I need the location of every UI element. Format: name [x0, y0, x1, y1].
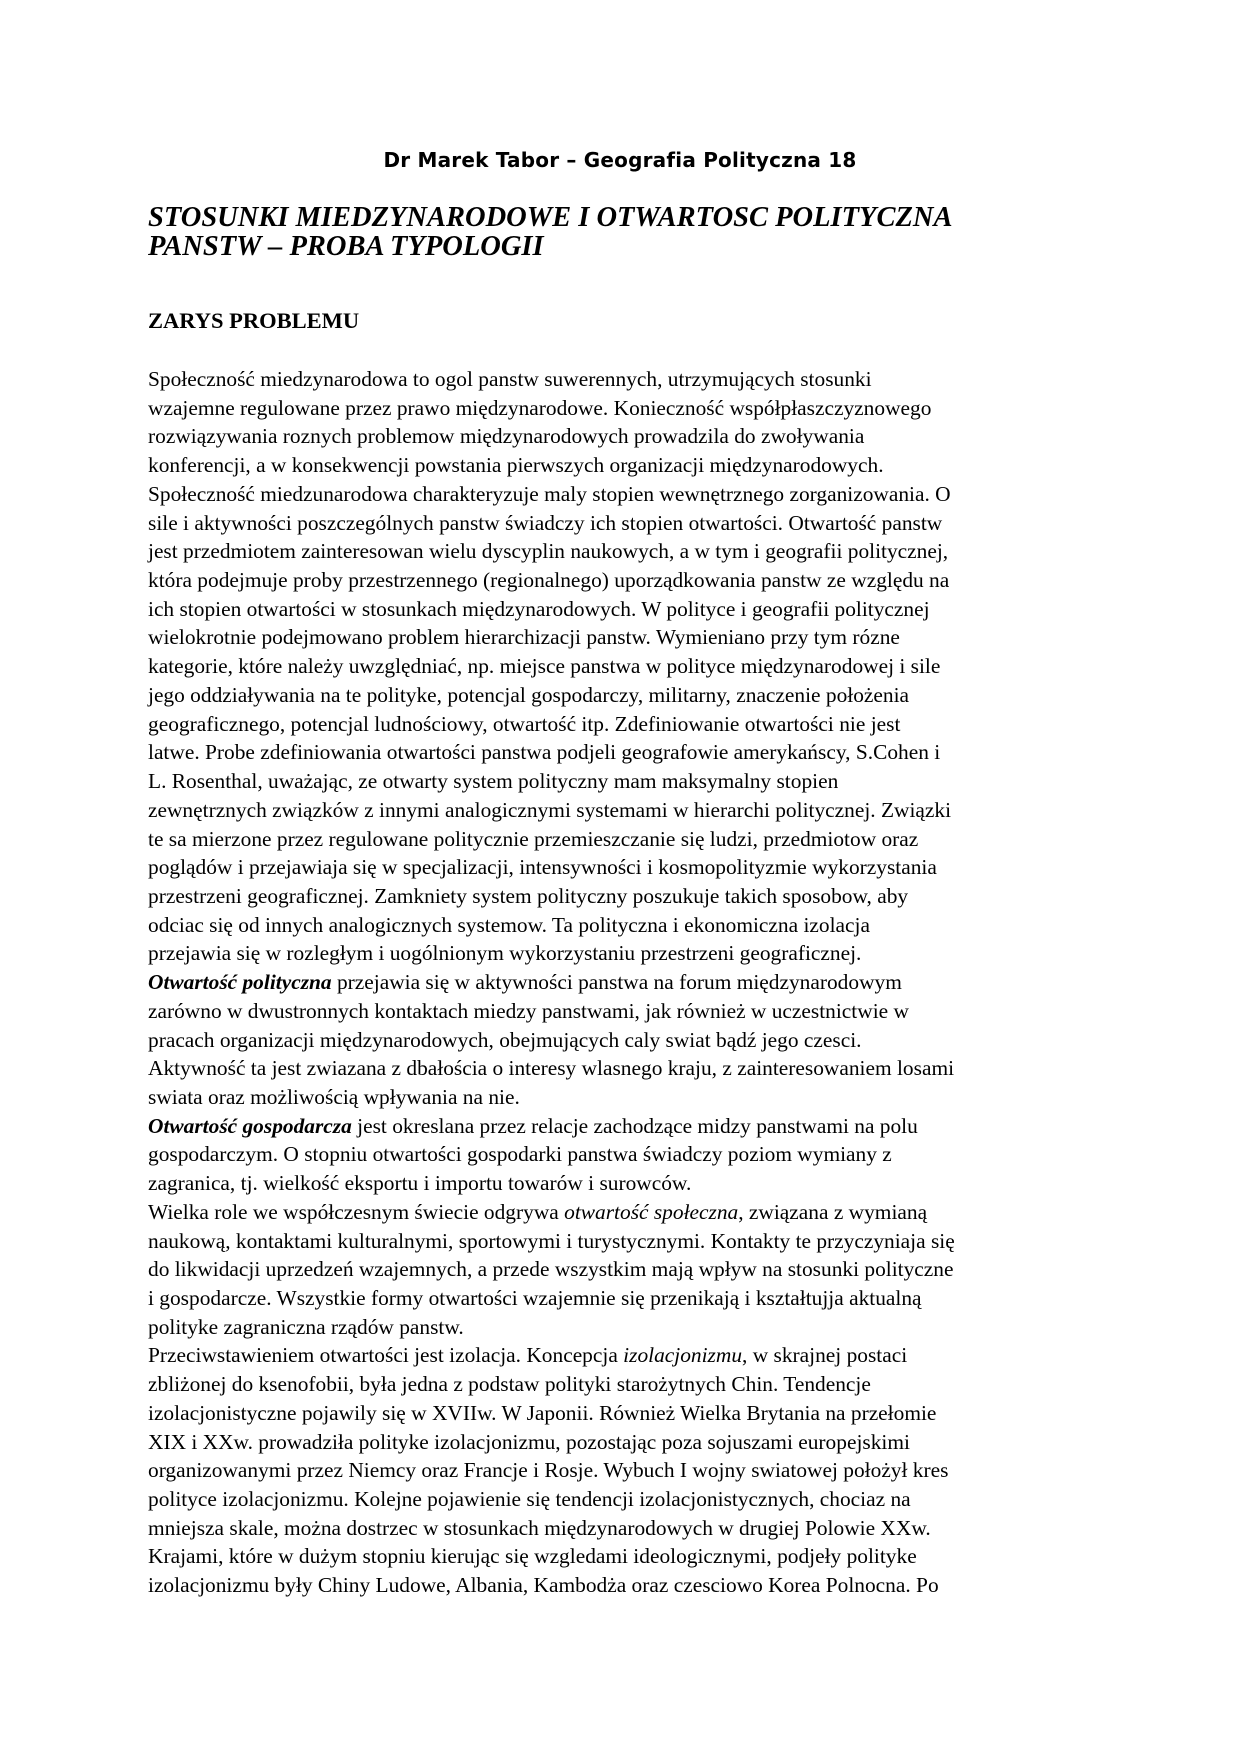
text-segment: izolacjonizmu były Chiny Ludowe, Albania, Kambodża oraz czesciowo Korea Polnocna. Po [148, 1573, 939, 1598]
body-line [148, 1341, 1098, 1370]
text-segment: Społeczność miedzynarodowa to ogol panstw suwerennych, utrzymujących stosunki [148, 367, 872, 391]
body-line [148, 1514, 1098, 1543]
body-line [148, 1542, 1098, 1571]
body-line [148, 537, 1098, 566]
text-segment: pracach organizacji międzynarodowych, obejmujących caly swiat bądź jego czesci. [148, 1027, 862, 1052]
text-segment: mniejsza skale, można dostrzec w stosunkach międzynarodowych w drugiej Polowie XXw. [148, 1515, 931, 1540]
body-line [148, 1083, 1098, 1112]
body-line [148, 853, 1098, 882]
body-line [148, 623, 1098, 652]
body-line [148, 1370, 1098, 1399]
text-segment: do likwidacji uprzedzeń wzajemnych, a przede wszystkim mają wpływ na stosunki polityczne [148, 1257, 954, 1282]
emphasis-term: Otwartość gospodarcza [148, 1113, 352, 1138]
text-segment: ich stopien otwartości w stosunkach międzynarodowych. W polityce i geografii politycznej [148, 596, 930, 621]
text-segment: swiata oraz możliwością wpływania na nie. [148, 1084, 520, 1109]
text-segment: , związana z wymianą [738, 1199, 928, 1224]
text-segment: wielokrotnie podejmowano problem hierarchizacji panstw. Wymieniano przy tym rózne [148, 625, 900, 650]
body-line [148, 480, 1098, 509]
text-segment: odciac się od innych analogicznych systemow. Ta polityczna i ekonomiczna izolacja [148, 912, 870, 937]
body-line [148, 1428, 1098, 1457]
text-segment: izolacjonistyczne pojawily się w XVIIw. W Japonii. Również Wielka Brytania na przełomie [148, 1400, 937, 1425]
text-segment: geograficznego, potencjal ludnościowy, otwartość itp. Zdefiniowanie otwartości nie jest [148, 711, 901, 736]
text-segment: jest okreslana przez relacje zachodzące midzy panstwami na polu [351, 1113, 918, 1138]
body-line [148, 566, 1098, 595]
text-segment: Społeczność miedzunarodowa charakteryzuje maly stopien wewnętrznego zorganizowania. O [148, 481, 951, 506]
body-line [148, 681, 1098, 710]
document-header: Dr Marek Tabor – Geografia Polityczna 18 [383, 148, 857, 172]
body-line [148, 911, 1098, 940]
text-segment: przejawia się w rozległym i uogólnionym wykorzystaniu przestrzeni geograficznej. [148, 941, 862, 966]
body-line [148, 882, 1098, 911]
text-segment: zewnętrznych związków z innymi analogicznymi systemami w hierarchi politycznej. Związki [148, 797, 952, 822]
text-segment: zbliżonej do ksenofobii, była jedna z podstaw polityki starożytnych Chin. Tendencje [148, 1372, 871, 1397]
text-segment: jest przedmiotem zainteresowan wielu dyscyplin naukowych, a w tym i geografii politycznej, [148, 539, 949, 564]
text-segment: Krajami, które w dużym stopniu kierując się wzgledami ideologicznymi, podjeły polityke [148, 1544, 917, 1569]
body-line [148, 1284, 1098, 1313]
body-line [148, 1169, 1098, 1198]
body-line [148, 652, 1098, 681]
text-segment: przestrzeni geograficznej. Zamkniety system polityczny poszukuje takich sposobow, aby [148, 883, 909, 908]
body-text [148, 365, 1098, 1600]
text-segment: która podejmuje proby przestrzennego (regionalnego) uporządkowania panstw ze względu na [148, 568, 950, 593]
text-segment: XIX i XXw. prowadziła polityke izolacjonizmu, pozostając poza sojuszami europejskimi [148, 1429, 910, 1454]
body-line [148, 968, 1098, 997]
body-line [148, 1227, 1098, 1256]
body-line [148, 825, 1098, 854]
body-line [148, 595, 1098, 624]
body-line [148, 796, 1098, 825]
body-line [148, 394, 1098, 423]
text-segment: organizowanymi przez Niemcy oraz Francje i Rosje. Wybuch I wojny swiatowej położył kres [148, 1458, 949, 1483]
body-line [148, 509, 1098, 538]
body-line [148, 939, 1098, 968]
body-line [148, 1054, 1098, 1083]
text-segment: te sa mierzone przez regulowane politycznie przemieszczanie się ludzi, przedmiotow oraz [148, 826, 919, 851]
text-segment: wzajemne regulowane przez prawo międzynarodowe. Konieczność współpłaszczyznowego [148, 395, 932, 420]
text-segment: jego oddziaływania na te polityke, potencjal gospodarczy, militarny, znaczenie położenia [148, 682, 910, 707]
text-segment: poglądów i przejawiaja się w specjalizacji, intensywności i kosmopolityzmie wykorzystania [148, 855, 937, 880]
text-segment: naukową, kontaktami kulturalnymi, sportowymi i turystycznymi. Kontakty te przyczyniaja się [148, 1228, 955, 1253]
text-segment: zagranica, tj. wielkość eksportu i importu towarów i surowców. [148, 1171, 692, 1196]
body-line [148, 1112, 1098, 1141]
text-segment: sile i aktywności poszczególnych panstw świadczy ich stopien otwartości. Otwartość panstw [148, 510, 943, 535]
text-segment: polityce izolacjonizmu. Kolejne pojawienie się tendencji izolacjonistycznych, chociaz na [148, 1487, 911, 1512]
text-segment: Wielka role we współczesnym świecie odgrywa [148, 1199, 565, 1224]
document-title [148, 200, 1108, 262]
body-line [148, 1485, 1098, 1514]
text-segment: , w skrajnej postaci [742, 1343, 908, 1368]
body-line [148, 767, 1098, 796]
title-line: PANSTW – PROBA TYPOLOGII [148, 230, 544, 262]
text-segment: konferencji, a w konsekwencji powstania pierwszych organizacji międzynarodowych. [148, 453, 884, 478]
text-segment: kategorie, które należy uwzględniać, np. miejsce panstwa w polityce międzynarodowej i sile [148, 654, 941, 679]
emphasis-term: Otwartość polityczna [148, 970, 332, 995]
body-line [148, 1026, 1098, 1055]
body-line [148, 422, 1098, 451]
title-line: STOSUNKI MIEDZYNARODOWE I OTWARTOSC POLITYCZNA [148, 202, 953, 233]
text-segment: Aktywność ta jest zwiazana z dbałościa o interesy wlasnego kraju, z zainteresowaniem losami [148, 1056, 955, 1081]
body-line [148, 451, 1098, 480]
body-line [148, 738, 1098, 767]
text-segment: i gospodarcze. Wszystkie formy otwartości wzajemnie się przenikają i kształtujja aktualną [148, 1286, 922, 1310]
emphasis-term: otwartość społeczna [564, 1199, 739, 1224]
text-segment: L. Rosenthal, uważając, ze otwarty system polityczny mam maksymalny stopien [148, 769, 839, 794]
text-segment: latwe. Probe zdefiniowania otwartości panstwa podjeli geografowie amerykańscy, S.Cohen i [148, 740, 941, 765]
section-heading: ZARYS PROBLEMU [148, 308, 360, 333]
body-line [148, 1198, 1098, 1227]
body-line [148, 365, 1098, 394]
body-line [148, 1456, 1098, 1485]
body-line [148, 997, 1098, 1026]
text-segment: zarówno w dwustronnych kontaktach miedzy panstwami, jak również w uczestnictwie w [148, 998, 909, 1023]
body-line [148, 1255, 1098, 1284]
text-segment: rozwiązywania roznych problemow międzynarodowych prowadzila do zwoływania [148, 424, 865, 449]
body-line [148, 1140, 1098, 1169]
emphasis-term: izolacjonizmu [623, 1343, 743, 1368]
text-segment: gospodarczym. O stopniu otwartości gospodarki panstwa świadczy poziom wymiany z [148, 1142, 892, 1167]
body-line [148, 710, 1098, 739]
text-segment: polityke zagraniczna rządów panstw. [148, 1314, 464, 1339]
text-segment: Przeciwstawieniem otwartości jest izolacja. Koncepcja [148, 1343, 624, 1368]
body-line [148, 1571, 1098, 1600]
body-line [148, 1399, 1098, 1428]
body-line [148, 1313, 1098, 1342]
text-segment: przejawia się w aktywności panstwa na forum międzynarodowym [331, 970, 902, 995]
